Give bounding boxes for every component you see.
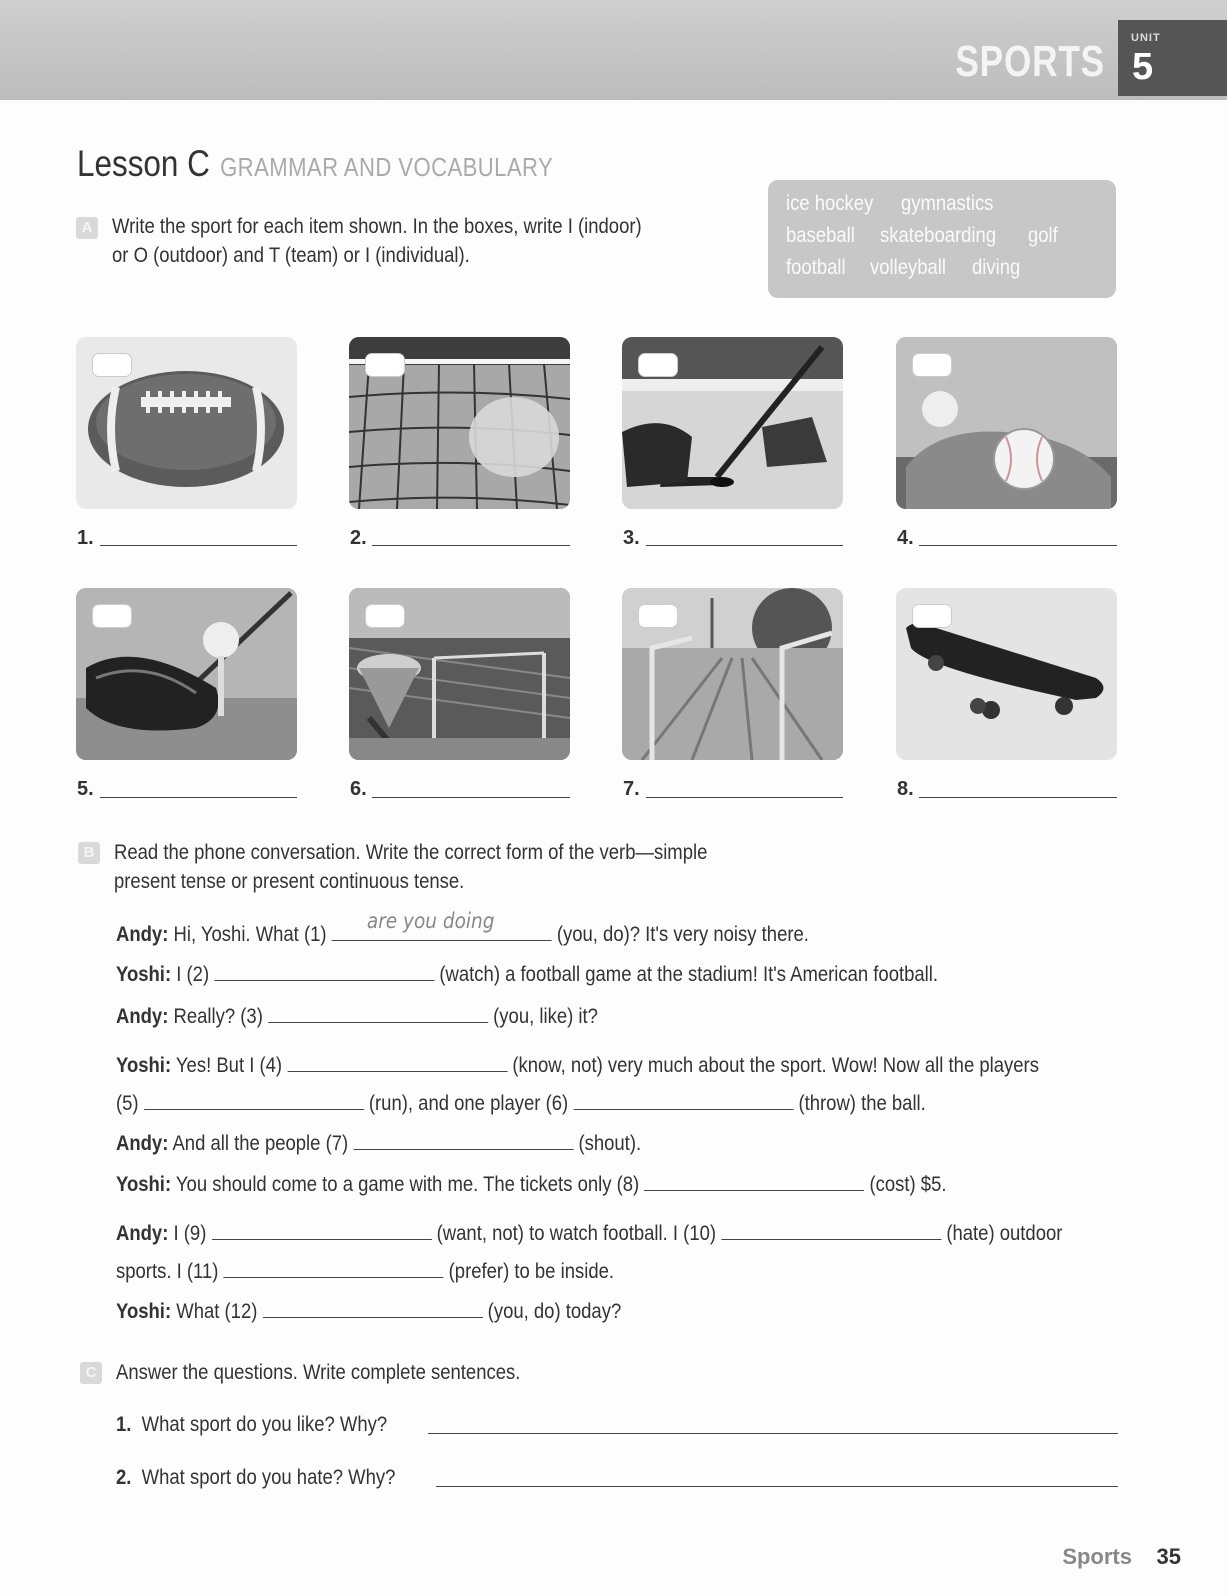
speaker: Yoshi:: [116, 1300, 172, 1323]
answer-line-8[interactable]: [919, 797, 1117, 798]
word-bank-item: golf: [1028, 224, 1058, 247]
section-c-badge: C: [80, 1362, 102, 1384]
answer-line-6[interactable]: [372, 797, 570, 798]
speaker: Andy:: [116, 1132, 169, 1155]
conversation-line-3: Andy: Really? (3) (you, like) it?: [116, 1005, 598, 1028]
conversation-line-1: Andy: Hi, Yoshi. What (1) are you doing (you, do)? It's very noisy there.: [116, 909, 809, 946]
conversation-line-4: Yoshi: Yes! But I (4) (know, not) very much about the sport. Wow! Now all the players: [116, 1054, 1039, 1077]
skateboard-image: [896, 588, 1117, 760]
answer-box[interactable]: [92, 353, 132, 377]
item-number: 6.: [350, 778, 367, 800]
speaker: Yoshi:: [116, 963, 172, 986]
conversation-line-9: sports. I (11) (prefer) to be inside.: [116, 1260, 615, 1283]
word-bank-item: ice hockey: [786, 192, 874, 215]
answer-box[interactable]: [638, 604, 678, 628]
blank-3[interactable]: [268, 1004, 488, 1023]
answer-box[interactable]: [365, 604, 405, 628]
unit-label: UNIT: [1131, 32, 1161, 44]
conversation-line-7: Yoshi: You should come to a game with me. The tickets only (8) (cost) $5.: [116, 1173, 947, 1196]
answer-line-4[interactable]: [919, 545, 1117, 546]
speaker: Andy:: [116, 1222, 169, 1245]
word-bank-item: diving: [972, 256, 1021, 279]
answer-line-question-1[interactable]: [428, 1433, 1118, 1434]
question-1: 1. What sport do you like? Why?: [116, 1413, 388, 1436]
conversation-line-8: Andy: I (9) (want, not) to watch football. I (10) (hate) outdoor: [116, 1222, 1063, 1245]
word-bank-item: skateboarding: [880, 224, 997, 247]
item-number: 3.: [623, 527, 640, 549]
blank-5[interactable]: [144, 1091, 364, 1110]
blank-12[interactable]: [263, 1299, 483, 1318]
blank-2[interactable]: [214, 962, 434, 981]
item-number: 5.: [77, 778, 94, 800]
answer-line-2[interactable]: [372, 545, 570, 546]
diving-pool-image: [622, 588, 843, 760]
blank-11[interactable]: [223, 1259, 443, 1278]
word-bank-item: baseball: [786, 224, 855, 247]
ice-hockey-image: [622, 337, 843, 509]
word-bank-item: volleyball: [869, 256, 946, 279]
section-b-badge: B: [78, 842, 100, 864]
golf-club-image: [76, 588, 297, 760]
item-number: 4.: [897, 527, 914, 549]
blank-7[interactable]: [353, 1131, 573, 1150]
gymnastics-rings-image: [349, 588, 570, 760]
word-bank: [768, 180, 1116, 298]
item-number: 1.: [77, 527, 94, 549]
answer-box[interactable]: [638, 353, 678, 377]
answer-box[interactable]: [92, 604, 132, 628]
answer-line-3[interactable]: [646, 545, 843, 546]
answer-box[interactable]: [912, 353, 952, 377]
speaker: Andy:: [116, 1005, 169, 1028]
section-a-badge: A: [76, 217, 98, 239]
blank-1[interactable]: [332, 909, 552, 941]
blank-8[interactable]: [644, 1172, 864, 1191]
question-2: 2. What sport do you hate? Why?: [116, 1466, 396, 1489]
volleyball-net-image: [349, 337, 570, 509]
blank-10[interactable]: [721, 1221, 941, 1240]
answer-line-7[interactable]: [646, 797, 843, 798]
conversation-line-10: Yoshi: What (12) (you, do) today?: [116, 1300, 622, 1323]
answer-box[interactable]: [365, 353, 405, 377]
unit-number: 5: [1132, 46, 1154, 88]
lesson-title: Lesson C: [77, 143, 210, 184]
item-number: 2.: [350, 527, 367, 549]
answer-line-1[interactable]: [100, 545, 297, 546]
word-bank-item: football: [786, 256, 846, 279]
lesson-subtitle: GRAMMAR AND VOCABULARY: [220, 152, 554, 182]
section-c-instruction: Answer the questions. Write complete sentences.: [116, 1361, 521, 1384]
section-a-instruction: Write the sport for each item shown. In the boxes, write I (indoor) or O (outdoor) and T (team) or I (individual).: [112, 215, 642, 267]
word-bank-item: gymnastics: [901, 192, 994, 215]
baseball-glove-image: [896, 337, 1117, 509]
page-number: 35: [1156, 1544, 1181, 1569]
item-number: 7.: [623, 778, 640, 800]
football-image: [76, 337, 297, 509]
speaker: Yoshi:: [116, 1054, 172, 1077]
blank-9[interactable]: [212, 1221, 432, 1240]
section-b-instruction: Read the phone conversation. Write the correct form of the verb—simple present tense or present continuous tense.: [114, 841, 708, 893]
conversation-line-2: Yoshi: I (2) (watch) a football game at the stadium! It's American football.: [116, 963, 939, 986]
example-answer: are you doing: [366, 909, 495, 933]
blank-6[interactable]: [573, 1091, 793, 1110]
conversation-line-6: Andy: And all the people (7) (shout).: [116, 1132, 642, 1155]
footer-section: Sports: [1062, 1544, 1132, 1569]
speaker: Yoshi:: [116, 1173, 172, 1196]
unit-title: SPORTS: [955, 37, 1105, 86]
lesson-heading: [77, 143, 553, 185]
conversation-line-5: (5) (run), and one player (6) (throw) the ball.: [116, 1092, 926, 1115]
item-number: 8.: [897, 778, 914, 800]
answer-line-question-2[interactable]: [436, 1486, 1118, 1487]
speaker: Andy:: [116, 923, 169, 946]
blank-4[interactable]: [287, 1053, 507, 1072]
answer-line-5[interactable]: [100, 797, 297, 798]
answer-box[interactable]: [912, 604, 952, 628]
